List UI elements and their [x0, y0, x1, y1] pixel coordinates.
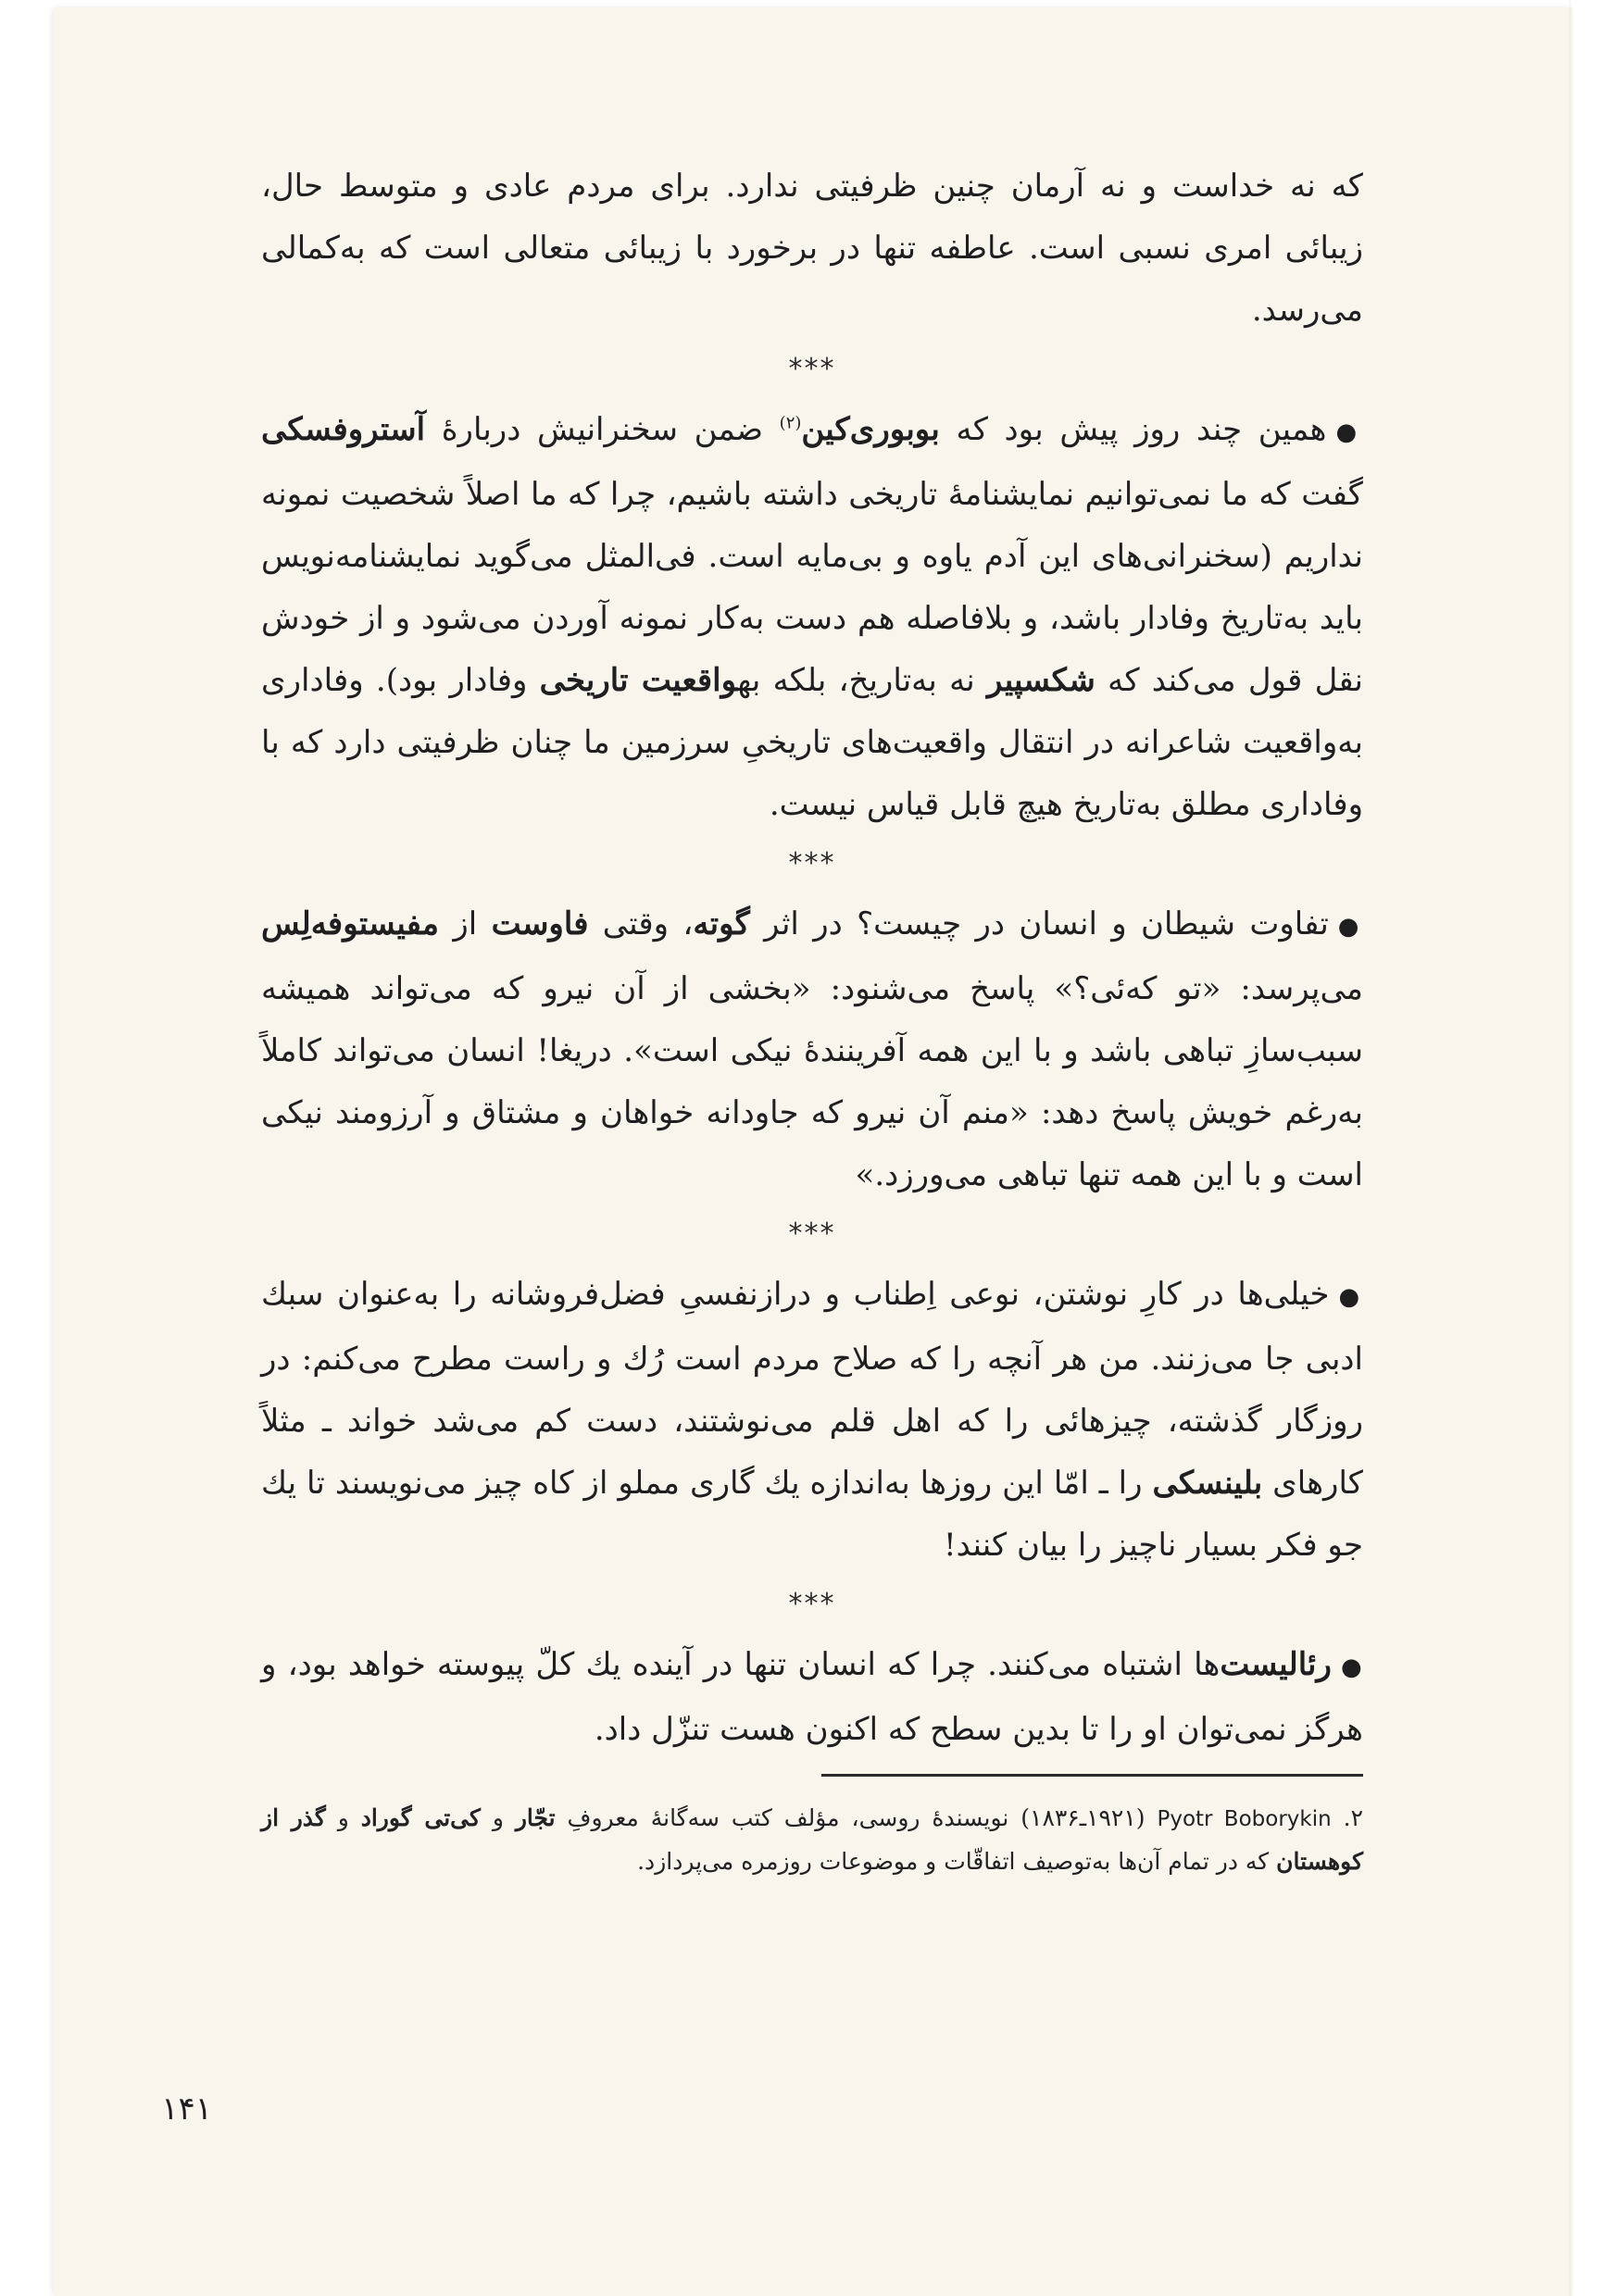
page-edge — [1569, 0, 1572, 2296]
paragraph-2 — [261, 399, 1363, 836]
bullet-icon: ● — [1335, 418, 1364, 446]
footnote-dates: (۱۹۲۱ـ۱۸۳۶) — [1020, 1804, 1146, 1831]
name-belinsky: بلینسکی — [1152, 1465, 1263, 1502]
paragraph-2-part5: وفادار بود). وفاداری به‌واقعیت شاعرانه در انتقال واقعیت‌های تاریخیِ سرزمین ما چنان ظرفیتی دارد که با وفاداری مطلق به‌تاریخ هیچ قابل قیاس نیست. — [261, 662, 1363, 823]
paragraph-3-part3: از — [439, 905, 492, 942]
phrase-historical-reality: واقعیت تاریخی — [539, 662, 738, 699]
bullet-icon: ● — [1337, 913, 1363, 941]
footnote-part1: نویسندهٔ روسی، مؤلف کتب سه‌گانهٔ معروفِ — [555, 1804, 1021, 1831]
section-separator-4: *** — [788, 1588, 836, 1620]
paragraph-2-part1: همین چند روز پیش بود که — [939, 411, 1327, 448]
name-boborykin: بوبوری‌کین — [801, 411, 940, 448]
page-number: ۱۴۱ — [161, 2090, 212, 2128]
page-body — [261, 156, 1363, 1883]
footnote-divider — [821, 1774, 1363, 1777]
paragraph-3-part4: می‌پرسد: «تو که‌ئی؟» پاسخ می‌شنود: «بخشی از آن نیرو که می‌تواند همیشه سبب‌سازِ تباهی باشد و با این همه آفرینندهٔ نیکی است». دریغا! انسان می‌تواند کاملاً به‌رغم خویش پاسخ دهد: «منم آن نیرو که جاودانه خواهان و مشتاق و آرزومند نیکی است و با این همه تنها تباهی می‌ورزد.» — [261, 970, 1363, 1193]
name-ostrovsky: آستروفسکی — [261, 411, 426, 448]
paragraph-5-part1: ‌ها اشتباه می‌کنند. چرا که انسان تنها در آینده یك کلّ پیوسته خواهد بود، و هرگز نمی‌توان او را تا بدین سطح که اکنون هست تنزّل داد. — [261, 1646, 1363, 1748]
name-faust: فاوست — [491, 905, 589, 942]
paragraph-3-part2: ، وقتی — [588, 905, 694, 942]
footnote-number: ۲. — [1343, 1804, 1364, 1831]
paragraph-2-part3: گفت که ما نمی‌توانیم نمایشنامهٔ تاریخی داشته باشیم، چرا که ما اصلاً شخصیت نمونه نداریم (سخنرانی‌های این آدم یاوه و بی‌مایه است. فی‌المثل می‌گوید نمایشنامه‌نویس باید به‌تاریخ وفادار باشد، و بلافاصله هم دست به‌کار نمونه آوردن می‌شود و از خودش نقل قول می‌کند که — [261, 476, 1363, 699]
paragraph-4 — [261, 1264, 1363, 1577]
footnote-reference[interactable]: (۲) — [779, 413, 802, 433]
paragraph-1-text: که نه خداست و نه آرمان چنین ظرفیتی ندارد. برای مردم عادی و متوسط حال، زیبائی امری نسبی است. عاطفه تنها در برخورد با زیبائی متعالی است که به‌کمالی می‌رسد. — [261, 168, 1363, 329]
section-separator-3: *** — [788, 1217, 836, 1250]
paragraph-2-part2: ضمن سخنرانیش دربارهٔ — [425, 411, 780, 448]
paragraph-1 — [261, 156, 1363, 342]
footnote-part4: که در تمام آن‌ها به‌توصیف اتفاقّات و موضوعات روزمره می‌پردازد. — [637, 1848, 1277, 1875]
paragraph-5 — [261, 1634, 1363, 1761]
paragraph-2-part4: نه به‌تاریخ، بلکه به — [737, 662, 987, 699]
paragraph-3 — [261, 893, 1363, 1206]
book-mountain-pass: گذر از کوهستان — [261, 1804, 1363, 1875]
book-kitai-gorod: کی‌تی گوراد — [360, 1804, 481, 1831]
paragraph-3-part1: تفاوت شیطان و انسان در چیست؟ در اثر — [749, 905, 1329, 942]
footnote-latin-name: Pyotr Boborykin — [1157, 1807, 1332, 1831]
bullet-icon: ● — [1340, 1653, 1363, 1681]
footnote — [261, 1797, 1363, 1883]
word-realists: رئالیست — [1220, 1646, 1332, 1683]
book-merchants: تجّار — [515, 1804, 556, 1831]
name-mephistopheles: مفیستوفه‌لِس — [261, 905, 440, 942]
name-goethe: گوته — [693, 905, 750, 942]
section-separator-1: *** — [788, 353, 836, 385]
footnote-part2: و — [480, 1804, 516, 1831]
bullet-icon: ● — [1338, 1283, 1364, 1311]
paragraph-4-part1: خیلی‌ها در کارِ نوشتن، نوعی اِطناب و درازنفسیِ فضل‌فروشانه را به‌عنوان سبك ادبی جا می‌زنند. من هر آنچه را که صلاح مردم است رُك و راست مطرح می‌کنم: در روزگار گذشته، چیزهائی را که اهل قلم می‌نوشتند، دست کم می‌شد خواند ـ مثلاً کارهای — [261, 1276, 1363, 1502]
section-separator-2: *** — [788, 847, 836, 880]
paragraph-4-part2: را ـ امّا این روزها به‌اندازه یك گاری مملو از کاه چیز می‌نویسند تا یك جو فکر بسیار ناچیز را بیان کنند! — [261, 1465, 1363, 1564]
name-shakespeare: شکسپیر — [987, 662, 1095, 699]
footnote-part3: و — [325, 1804, 361, 1831]
